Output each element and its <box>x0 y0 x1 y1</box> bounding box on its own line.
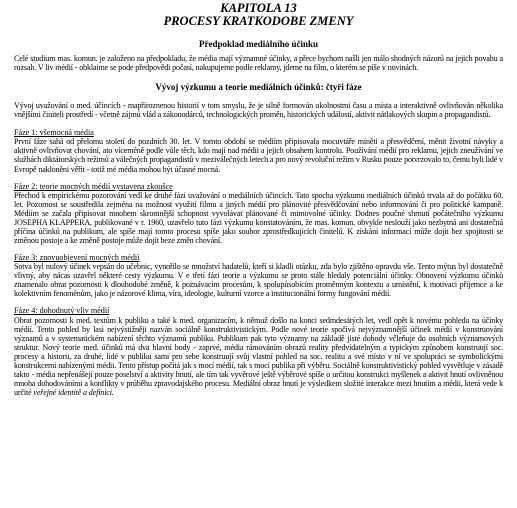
phase-text: Přechod k empirickému pozorování vedl ke druhé fázi uvažování o mediálních účincích. Tato spocha výzkumu mediálních účinků trvala až do počátku 60. let. Pozornost se soustředila zejména na možnost využití filmu a jiných médií pro plánovité přesvědčování nebo informování či pro politické kampaně. Médiím se začala připisovat mnohem skromnější schopnost vyvolávat plánované či mimovolné účinky. Dodnes poučné shrnutí počátečního výzkumu JOSEPHA KLAPPERA, publikované v r. 1960, uzavřelo tuto fázi výzkumu konstatováním, že mas. komun. obvykle neslouží jako nezbytná ani dostatečná příčina účinků na publikum, ale spíše mají tomto procesu spíše jako soubor zprostředkujících činitelů. K získání informací může dojít bez spojitosti se změnou postoje a ke změně postoje může dojít beze změn chování. <box>14 190 503 246</box>
phase-block-3 <box>14 253 503 298</box>
section-heading-1: Předpoklad mediálního účinku <box>198 39 319 49</box>
phase-text <box>14 316 503 397</box>
phase-text-main: Obrat pozornosti k med. textům k publiku a také k med. organizacím, k němuž došlo na konci sedmdesátých let, vedl opět k novému pohledu na účinky médií. Tento pohled by lasi nejvýstižněji nazván sociálně konstruktivistickým. Podle nové teorie spočívá nejvýznamnější účinek médií v konstruování významů a v systematickém nabízení těchto významů publiku. Publikum pak tyto významy na základě jisté dohody včleňuje do osobních významových struktur. Nový teorie med. účinků má dva hlavní body - zaprvé, média rámováním obrazů reality předvídatelným a typickým způsobem konstruují soc. procesy a historii, za druhé, lidé v publiku sami pro sebe konstruují svůj vlastní pohled na soc. realitu a své místo v ní ve spolupráci se symbolickými konstrukcemi nabízenými médii. Tento přístup počítá jak s mocí médií, tak s mocí publika při výběru. Sociálně konstruktivistický pohled vysvětluje v zásadě takto - média nepřenášejí pouze poselství a aktivity hnutí, ale tím tak vyvěrové ještě výběrové spíše o určitou konstrukci myšlenek a aktivit hnutí ovlivněnou mnoha dohodováními a konflikty v průběhu zpravodajského procesu. Mediální obraz hnutí je výsledkem složité interakce mezi hnutím a médii, která vede k určité <box>14 315 503 398</box>
section-paragraph-2: Vývoj uvažování o med. účincích - mapříroznenou historií v tom smyslu, že je silně formován okolnostmi času a místa a interaktivně ovlivňován několika vnějšími činiteli prostředí - včetně zájmů vlád a zákonodárců, technologických proměn, historických událostí, aktivit nátlakových skupin a propagandistů. <box>14 101 503 120</box>
chapter-label: KAPITOLA 13 <box>220 1 297 15</box>
phase-title: Fáze 1: všemocná média <box>14 128 94 138</box>
phase-block-1 <box>14 128 503 173</box>
phase-block-2 <box>14 182 503 245</box>
phase-title: Fáze 3: znovuobjevení mocných médií <box>14 253 140 263</box>
section-heading-2: Vývoj výzkumu a teorie mediálních účinků: čtyři fáze <box>155 82 362 93</box>
phase-text-italic: veřejné identitě a definici. <box>33 388 114 398</box>
chapter-title: PROCESY KRATKODOBE ZMENY <box>163 14 354 28</box>
phase-text: První fáze sahá od přelomu století do pozdních 30. let. V tomto období se médiím připisovala mocuvtáře míněti a přesvědčení, měnit životní návyky a aktivně ovlivňovat chování, ato víceméně podle vůle těch, kdo mají nad médii a jejich obsahem kontrolu. Používání médií pro reklamu, jejich zneužívání ve službách diktátorských režimů a válečných propagandistů v meziválečných letech a pro nový revoluční režim v Rusku pouze potvrzovalo to, čemu byli lidé v Evropě nakloněni věřit - totiž mé média mohou být účasné mocná. <box>14 137 503 174</box>
phase-title: Fáze 2: teorie mocných médií vystavena zkoušce <box>14 181 173 191</box>
phase-text: Sotva byl nulový účinek vepsán do učebnic, vynořilo se množství badatelů, kteří si kladli otázku, zda bylo zjištěno opravdu vše. Tento mýtus byl dostatečně vlivný, aby nácas uzavřel některé cesty výzkumu. V e třetí fázi teorie a výzkumu se proto stále hledaly potenciální účinky. Obnovení výzkumu účinků znamenalo obrat pozornosti k dlouhodobé změně, k poznávacím procesům, k spolupůsobícím proměnným kontextu a umístění, k motivaci příjemce a ke kolektivním fenoménům, jako je názorové klima, víra, ideologie, kulturní vzorce a institucionální formy fungování médií. <box>14 262 503 299</box>
section-paragraph-1: Celé studium mas. komun. je založeno na předpokladu, že média mají významné účinky, a přece bychom našli jen málo shodných názorů na jejich povahu a rozsah. V liv médií - obklaime se pode předpovědi počasí, nakupujeme podle reklamy, jdeme na film, o kterém se píše v novinách. <box>14 54 503 73</box>
phase-block-4 <box>14 306 503 397</box>
phase-title: Fáze 4: dohodnutý vliv médií <box>14 306 110 316</box>
